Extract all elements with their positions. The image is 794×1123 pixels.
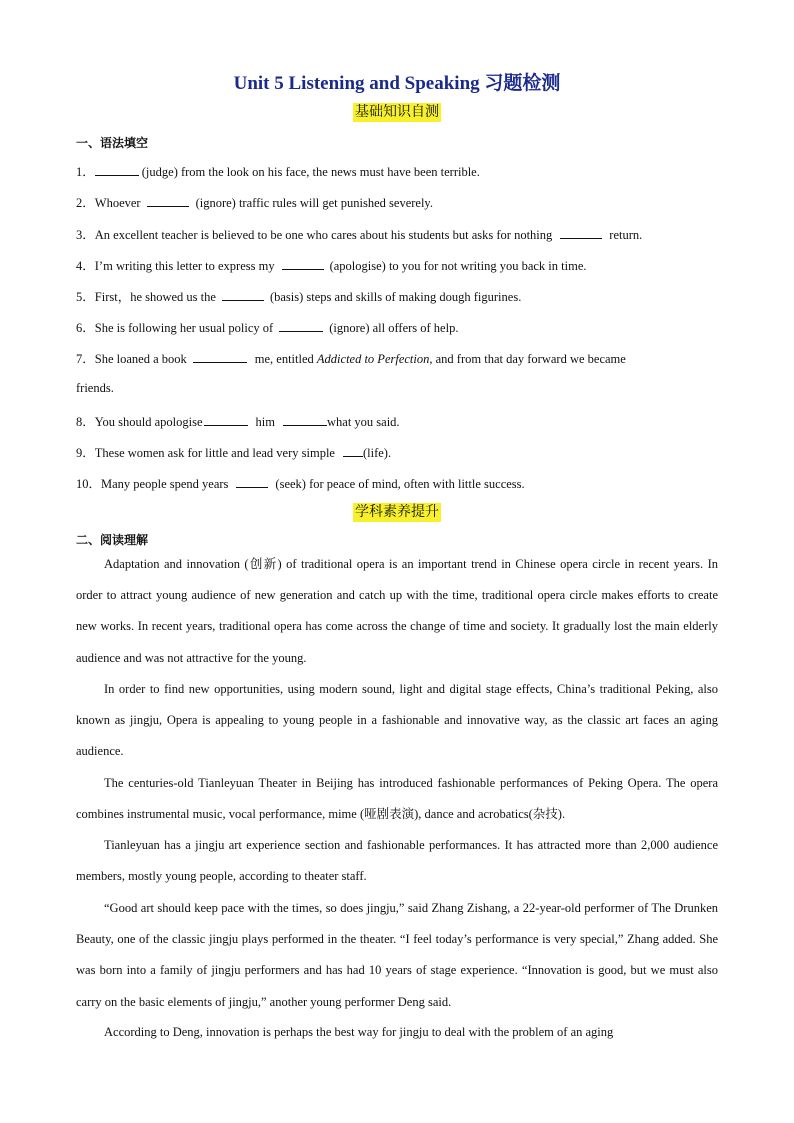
question-1	[76, 162, 716, 180]
question-text-before: You should apologise	[94, 415, 203, 429]
reading-paragraph-3: The centuries-old Tianleyuan Theater in Beijing has introduced fashionable performances of Peking Opera. The opera combines instrumental music, vocal performance, mime (哑剧表演), dance and acrobatics(杂技).	[76, 776, 718, 822]
question-text-after: return.	[609, 228, 643, 242]
question-4	[76, 256, 716, 274]
banner-basic-knowledge: 基础知识自测	[355, 104, 439, 120]
question-text-before: First，he showed us the	[94, 290, 216, 304]
question-text-mid: me, entitled	[254, 352, 314, 366]
section-grammar-heading: 一、语法填空	[76, 136, 149, 150]
question-number: 1．	[76, 165, 95, 179]
answer-blank	[236, 476, 268, 488]
question-text-after: (life).	[362, 446, 392, 460]
banner-subject-literacy: 学科素养提升	[355, 504, 439, 520]
answer-blank	[222, 289, 264, 301]
question-text-before: Whoever	[94, 196, 141, 210]
question-text-after: what you said.	[327, 415, 400, 429]
reading-paragraph-1: Adaptation and innovation (创新) of traditional opera is an important trend in Chinese opera circle in recent years. In order to attract young audience of new generation and catch up with the time, traditional opera circle makes efforts to create new works. In recent years, traditional opera has come across the change of time and society. It gradually lost the main elderly audience and was not attractive for the young.	[76, 557, 718, 665]
answer-blank	[283, 414, 327, 426]
question-text-after: , and from that day forward we became	[429, 352, 626, 366]
page-title: Unit 5 Listening and Speaking 习题检测	[233, 73, 561, 94]
question-text-before: These women ask for little and lead very simple	[94, 446, 335, 460]
answer-blank	[204, 414, 248, 426]
question-7-continuation	[76, 381, 716, 396]
banner-basic-knowledge-wrap	[0, 103, 794, 122]
reading-paragraph-5: “Good art should keep pace with the times, so does jingju,” said Zhang Zishang, a 22-year-old performer of The Drunken Beauty, one of the classic jingju plays performed in the theater. “I feel today’s performance is very special,” Zhang added. She was born into a family of jingju performers and has had 10 years of stage experience. “Innovation is good, but we must also carry on the basic elements of jingju,” another young performer Deng said.	[76, 901, 718, 1009]
answer-blank	[560, 227, 602, 239]
question-3	[76, 225, 716, 243]
question-8	[76, 412, 716, 430]
question-number: 6．	[76, 321, 95, 335]
question-text-after: (judge) from the look on his face, the news must have been terrible.	[141, 165, 480, 179]
question-number: 3．	[76, 228, 95, 242]
question-number: 7．	[76, 352, 95, 366]
banner-subject-literacy-wrap	[0, 503, 794, 522]
answer-blank	[95, 164, 139, 176]
question-6	[76, 318, 716, 336]
question-text-before: I’m writing this letter to express my	[94, 259, 275, 273]
question-text-before: She loaned a book	[94, 352, 187, 366]
answer-blank	[147, 195, 189, 207]
question-number: 10．	[76, 477, 102, 491]
question-text-cont: friends.	[76, 381, 114, 395]
question-7	[76, 349, 716, 367]
reading-paragraph-4: Tianleyuan has a jingju art experience section and fashionable performances. It has attracted more than 2,000 audience members, mostly young people, according to theater staff.	[76, 838, 718, 884]
section-reading-heading: 二、阅读理解	[76, 533, 149, 547]
reading-paragraph-2: In order to find new opportunities, using modern sound, light and digital stage effects, China’s traditional Peking, also known as jingju, Opera is appealing to young people in a fashionable and innovative way, as the classic art faces an aging audience.	[76, 682, 718, 759]
answer-blank	[279, 320, 323, 332]
question-text-after: (apologise) to you for not writing you back in time.	[329, 259, 587, 273]
question-text-after: (basis) steps and skills of making dough figurines.	[269, 290, 522, 304]
answer-blank	[343, 445, 363, 457]
question-text-before: She is following her usual policy of	[94, 321, 274, 335]
book-title: Addicted to Perfection	[316, 352, 430, 366]
question-text-after: (ignore) all offers of help.	[329, 321, 459, 335]
answer-blank	[282, 258, 324, 270]
question-text-after: (ignore) traffic rules will get punished severely.	[195, 196, 433, 210]
reading-paragraph-6: According to Deng, innovation is perhaps the best way for jingju to deal with the problem of an aging	[104, 1025, 614, 1039]
question-text-after: (seek) for peace of mind, often with little success.	[275, 477, 525, 491]
question-text-before: Many people spend years	[101, 477, 229, 491]
question-number: 8．	[76, 415, 95, 429]
question-number: 5．	[76, 290, 95, 304]
question-10	[76, 474, 716, 492]
question-number: 9．	[76, 446, 95, 460]
question-9	[76, 443, 716, 461]
question-number: 4．	[76, 259, 95, 273]
question-text-mid: him	[255, 415, 275, 429]
answer-blank	[193, 351, 247, 363]
question-text-before: An excellent teacher is believed to be one who cares about his students but asks for nothing	[94, 228, 553, 242]
question-2	[76, 193, 716, 211]
question-5	[76, 287, 716, 305]
question-number: 2．	[76, 196, 95, 210]
